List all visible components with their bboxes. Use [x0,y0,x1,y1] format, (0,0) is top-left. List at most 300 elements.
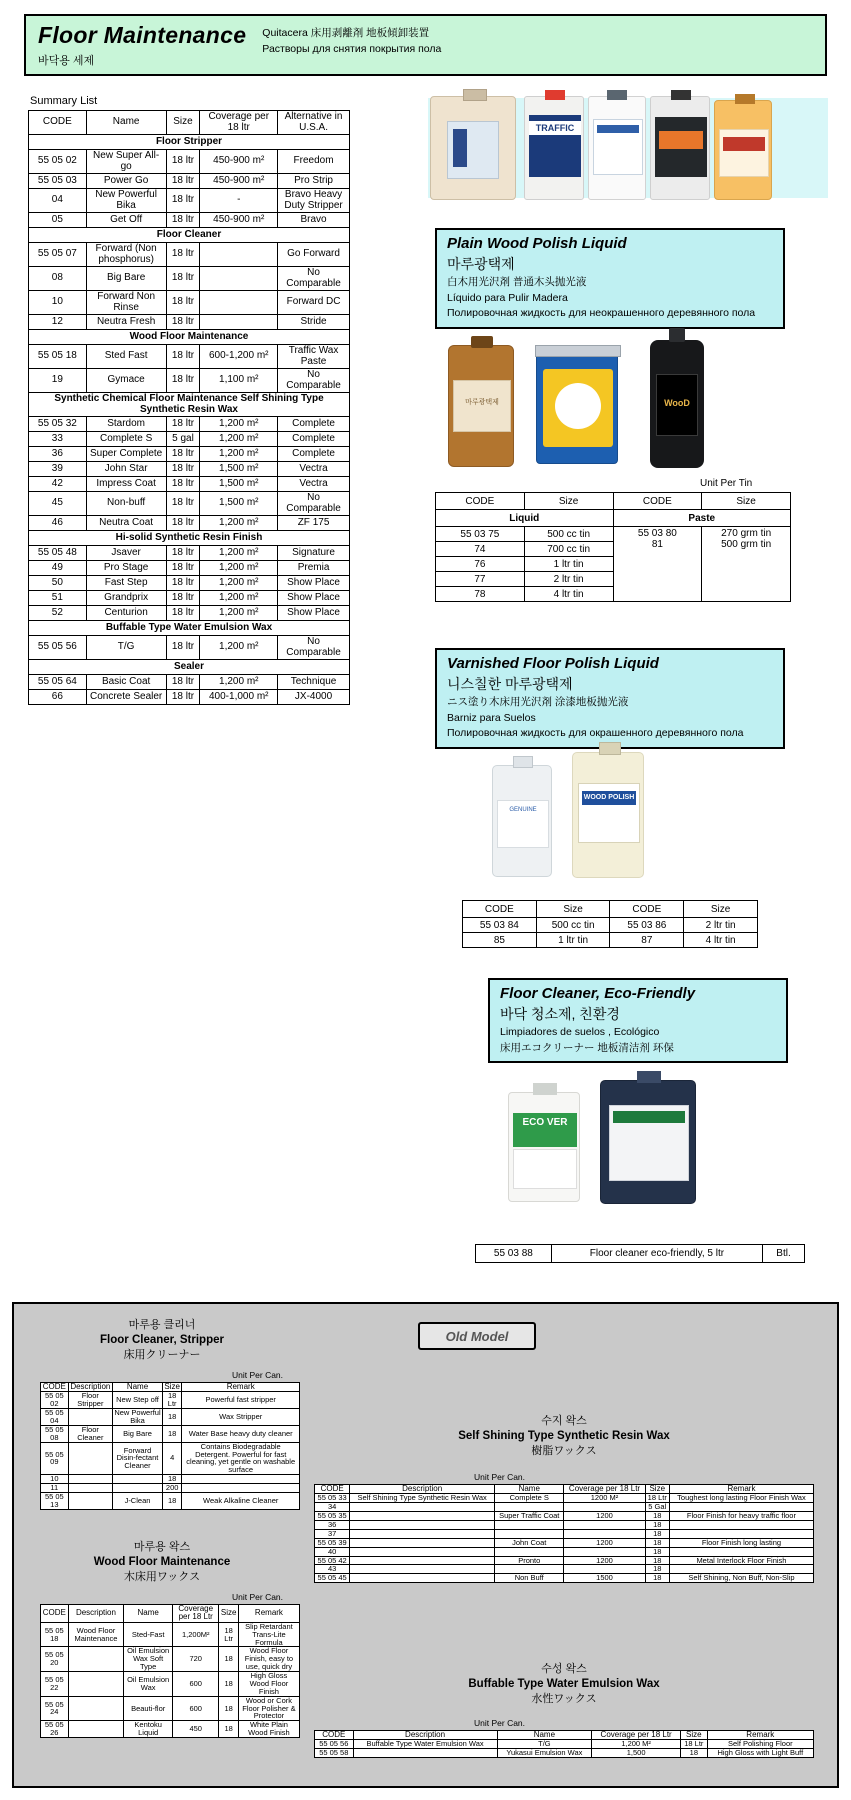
cell-code: 45 [29,492,87,516]
product-photo-wood-polish-black [650,340,704,468]
eco-cleaner-title: Floor Cleaner, Eco-Friendly [500,985,696,1002]
table-row [41,1484,300,1493]
cell-name: Forward Disin-fectant Cleaner [113,1442,163,1475]
cell-name: New Step off [113,1392,163,1409]
old-col-header: Remark [669,1485,813,1494]
cell-remark: Metal Interlock Floor Finish [669,1556,813,1565]
cell-alternative: Complete [278,447,350,462]
old-model-panel [12,1302,839,1788]
summary-col-header: Size [166,111,200,135]
summary-section-header [29,135,350,150]
cell-code: 05 [29,213,87,228]
cell-size: 18 [645,1521,669,1530]
cell-coverage [200,315,278,330]
wood-polish-label-text: WOOD POLISH [582,791,636,805]
cell-size: 18 [162,1475,181,1484]
cell-coverage: 450-900 m² [200,213,278,228]
cell-desc [350,1512,495,1521]
cell-code: 36 [29,447,87,462]
old-col-header: Description [353,1731,497,1740]
cell-coverage: 1,200 m² [200,606,278,621]
cell-name: Fast Step [86,576,166,591]
cell-code: 55 05 35 [315,1512,350,1521]
cell-size: 18 ltr [166,576,200,591]
cell-remark: Self Polishing Floor [707,1740,813,1749]
old-block-3-heading-jp: 樹脂ワックス [531,1445,597,1458]
eco-cleaner-code-table [475,1244,805,1263]
cell-remark: Toughest long lasting Floor Finish Wax [669,1494,813,1503]
cell-code: 55 05 32 [29,417,87,432]
cell-code: 43 [315,1565,350,1574]
old-col-header: Coverage per 18 Ltr [173,1605,219,1623]
cell-size: 18 ltr [166,291,200,315]
cell-name: Pro Stage [86,561,166,576]
cell-coverage: 1,200 m² [200,447,278,462]
old-block-2-unit: Unit Per Can. [232,1592,284,1602]
cell-remark: Slip Retardant Trans-Lite Formula [238,1622,299,1647]
cell-size: 18 [645,1556,669,1565]
old-model-table-resin-wax [314,1484,814,1583]
cell-code: 55 05 02 [41,1392,69,1409]
old-col-header: Size [164,1382,180,1391]
cell-code: 78 [436,587,525,602]
summary-section-header [29,531,350,546]
cell-code: 37 [315,1529,350,1538]
cell-coverage: - [200,189,278,213]
cell-name [113,1475,163,1484]
cell-name: Oil Emulsion Wax Soft Type [124,1647,173,1672]
page-title: Floor Maintenance [38,22,247,48]
cell-cov [564,1521,645,1530]
page-title-korean: 바닥용 세제 [38,55,95,67]
cell-cov: 720 [173,1647,219,1672]
cell-name: Complete S [86,432,166,447]
cell-cov [564,1547,645,1556]
cell-desc: Buffable Type Water Emulsion Wax [353,1740,497,1749]
cell-alternative: Complete [278,432,350,447]
cell-remark [669,1529,813,1538]
table-row [29,606,350,621]
cell-remark: High Gloss with Light Buff [707,1749,813,1758]
table-row [29,591,350,606]
cell-cov: 1,200M² [173,1622,219,1647]
cell-code: 55 05 18 [29,345,87,369]
wood-polish-group-liquid: Liquid [436,510,614,527]
cell-size: 18 ltr [166,606,200,621]
cell-cov: 1500 [564,1574,645,1583]
table-row [29,447,350,462]
summary-section-title: Hi-solid Synthetic Resin Finish [29,531,350,546]
cell-alternative: Premia [278,561,350,576]
summary-col-header: Name [86,111,166,135]
table-row [29,189,350,213]
cell-coverage [200,267,278,291]
old-block-3-heading [314,1414,814,1459]
cell-code: 55 05 33 [315,1494,350,1503]
table-row [29,516,350,531]
cell-name [495,1547,564,1556]
cell-code-paste: 55 03 80 81 [613,527,702,602]
cell-coverage: 450-900 m² [200,150,278,174]
traffic-label-text: TRAFFIC [529,121,581,135]
cell-coverage: 600-1,200 m² [200,345,278,369]
eco-cleaner-cjk: 床用エコクリーナー 地板清洁剂 环保 [500,1041,674,1054]
old-block-1-heading-jp: 床用クリーナー [123,1349,201,1362]
cell-size: 500 cc tin [536,918,610,933]
cell-desc [350,1538,495,1547]
plain-wood-polish-cjk: 白木用光沢剤 普通木头抛光液 [447,276,587,288]
summary-section-header [29,660,350,675]
table-row [29,432,350,447]
table-row [29,291,350,315]
cell-desc [68,1492,112,1509]
cell-desc: Floor Stripper [68,1392,112,1409]
cell-name: T/G [497,1740,592,1749]
cell-alternative: Technique [278,675,350,690]
eco-desc-cell: Floor cleaner eco-friendly, 5 ltr [551,1245,762,1263]
cell-remark: Wood Floor Finish, easy to use, quick dry [238,1647,299,1672]
old-col-header: Remark [238,1605,299,1623]
old-header-row [41,1605,300,1623]
old-col-header: Description [350,1485,495,1494]
cell-alternative: Vectra [278,477,350,492]
cell-code: 55 03 75 [436,527,525,542]
cell-size: 18 ltr [166,315,200,330]
cell-desc [350,1556,495,1565]
old-col-header: CODE [315,1731,354,1740]
cell-name: John Star [86,462,166,477]
cell-desc [68,1442,112,1475]
product-photo-wood-polish-bottle: 마루광택제 [448,345,514,467]
cell-coverage: 1,200 m² [200,576,278,591]
cell-remark [182,1475,300,1484]
cell-coverage: 1,200 m² [200,432,278,447]
summary-col-header: Coverage per 18 ltr [200,111,278,135]
cell-cov [564,1529,645,1538]
cell-alternative: Show Place [278,576,350,591]
wood-polish-header-row [436,493,791,510]
cell-name: Big Bare [86,267,166,291]
cell-code-2: 87 [610,933,684,948]
wood-polish-group-row [436,510,791,527]
cell-coverage: 1,500 m² [200,477,278,492]
cell-code: 55 05 45 [315,1574,350,1583]
cell-name: Centurion [86,606,166,621]
cell-size: 18 ltr [166,690,200,705]
cell-size: 18 [681,1749,708,1758]
varnished-polish-title: Varnished Floor Polish Liquid [447,655,659,672]
cell-name: Neutra Coat [86,516,166,531]
cell-code: 55 05 08 [41,1425,69,1442]
cell-name: Oil Emulsion Wax [124,1672,173,1697]
cell-size: 18 ltr [166,345,200,369]
table-row [29,546,350,561]
old-block-1-heading-ko: 마루용 클리너 [128,1319,196,1331]
cell-code: 42 [29,477,87,492]
cell-code: 36 [315,1521,350,1530]
eco-code-cell: 55 03 88 [476,1245,552,1263]
cell-size: 18 ltr [166,174,200,189]
cell-size: 700 cc tin [524,542,613,557]
cell-coverage: 1,200 m² [200,636,278,660]
varnished-polish-spanish: Barniz para Suelos [447,711,536,724]
header-translation-line2: Растворы для снятия покрытия пола [262,43,442,56]
table-row [315,1556,814,1565]
product-photo-varnished-1 [492,765,552,877]
table-row [29,675,350,690]
wood-polish-col-header: CODE [613,493,702,510]
cell-remark: Powerful fast stripper [182,1392,300,1409]
cell-desc: Wood Floor Maintenance [68,1622,124,1647]
cell-name: John Coat [495,1538,564,1547]
cell-alternative: No Comparable [278,267,350,291]
cell-alternative: Forward DC [278,291,350,315]
cell-cov: 1200 [564,1512,645,1521]
varnished-col-header: Size [536,901,610,918]
cell-desc [350,1503,495,1512]
summary-section-title: Floor Stripper [29,135,350,150]
plain-wood-polish-russian: Полировочная жидкость для неокрашенного деревянного пола [447,307,756,320]
cell-desc [68,1696,124,1721]
cell-code: 55 05 48 [29,546,87,561]
plain-wood-polish-titlebox [435,228,785,329]
summary-section-title: Floor Cleaner [29,228,350,243]
table-row [29,267,350,291]
cell-coverage: 1,100 m² [200,369,278,393]
cell-remark [182,1484,300,1493]
cell-name: Jsaver [86,546,166,561]
old-col-header: Size [219,1605,238,1623]
cell-remark: White Plain Wood Finish [238,1721,299,1738]
cell-code: 74 [436,542,525,557]
cell-desc [350,1547,495,1556]
cell-size-2: 4 ltr tin [684,933,758,948]
cell-name: Sted Fast [86,345,166,369]
cell-desc [68,1484,112,1493]
cell-alternative: Stride [278,315,350,330]
cell-code: 33 [29,432,87,447]
cell-desc [68,1409,112,1426]
old-model-badge: Old Model [418,1322,536,1350]
cell-size: 18 [219,1696,238,1721]
cell-desc [350,1565,495,1574]
cell-remark: Wood or Cork Floor Polisher & Protector [238,1696,299,1721]
table-row [315,1749,814,1758]
cell-code: 49 [29,561,87,576]
cell-size: 18 ltr [166,447,200,462]
cell-size: 18 Ltr [645,1494,669,1503]
product-photo-stripper-1 [430,96,516,200]
cell-name: Get Off [86,213,166,228]
old-col-header: Remark [707,1731,813,1740]
cell-name: J-Clean [113,1492,163,1509]
cell-name: Non Buff [495,1574,564,1583]
cell-size: 18 [219,1647,238,1672]
table-row [29,477,350,492]
cell-code: 10 [41,1475,69,1484]
wood-polish-group-paste: Paste [613,510,791,527]
cell-name: Basic Coat [86,675,166,690]
summary-list-table [28,110,350,705]
cell-name: Concrete Sealer [86,690,166,705]
cell-name: Super Traffic Coat [495,1512,564,1521]
table-row [41,1622,300,1647]
cell-name [495,1521,564,1530]
cell-alternative: Vectra [278,462,350,477]
cell-cov: 1,500 [592,1749,681,1758]
table-row [29,369,350,393]
cell-size: 18 [645,1547,669,1556]
cell-code: 55 03 84 [463,918,537,933]
cell-alternative: Complete [278,417,350,432]
wood-label-text: WooD [664,398,690,408]
summary-section-header [29,621,350,636]
cell-alternative: Bravo Heavy Duty Stripper [278,189,350,213]
cell-code: 55 05 03 [29,174,87,189]
cell-code: 55 05 26 [41,1721,69,1738]
cell-code: 19 [29,369,87,393]
page-header-banner [24,14,827,76]
cell-cov: 1200 [564,1556,645,1565]
cell-name: New Powerful Bika [86,189,166,213]
eco-cleaner-korean: 바닥 청소제, 친환경 [500,1006,620,1022]
cell-size: 1 ltr tin [524,557,613,572]
product-photo-ecover [508,1092,580,1202]
varnished-col-header: CODE [610,901,684,918]
cell-code: 39 [29,462,87,477]
header-translation-line1: Quitacera 床用剥離剤 地板傾卸装置 [262,27,430,39]
cell-size: 18 [645,1574,669,1583]
cell-coverage: 1,200 m² [200,417,278,432]
old-col-header: Name [124,1605,173,1623]
cell-code: 55 05 07 [29,243,87,267]
cell-name: Neutra Fresh [86,315,166,330]
cell-name: Stardom [86,417,166,432]
product-photo-eco-jerrycan [600,1080,696,1204]
cell-code: 11 [41,1484,69,1493]
cell-code: 55 05 56 [29,636,87,660]
old-block-4-heading [314,1662,814,1707]
cell-size: 18 ltr [166,243,200,267]
cell-name: New Powerful Bika [114,1408,161,1426]
summary-list-label: Summary List [30,95,98,107]
old-block-4-heading-en: Buffable Type Water Emulsion Wax [468,1677,660,1690]
cell-remark [669,1547,813,1556]
cell-size: 18 [645,1512,669,1521]
cell-remark [669,1521,813,1530]
cell-name: Pronto [495,1556,564,1565]
table-row [41,1442,300,1475]
table-row [29,213,350,228]
cell-name: Complete S [495,1494,564,1503]
cell-name: Super Complete [86,447,166,462]
cell-name: Sted-Fast [124,1622,173,1647]
table-row [315,1547,814,1556]
cell-code: 77 [436,572,525,587]
old-col-header: Coverage per 18 Ltr [592,1731,681,1740]
varnished-polish-code-table [462,900,758,948]
cell-code: 52 [29,606,87,621]
cell-cov: 450 [173,1721,219,1738]
cell-alternative: Bravo [278,213,350,228]
cell-cov: 600 [173,1696,219,1721]
cell-code: 55 05 20 [41,1647,69,1672]
cell-cov: 1,200 M² [592,1740,681,1749]
cell-size: 5 gal [166,432,200,447]
varnished-polish-korean: 니스칠한 마루광택제 [447,676,573,692]
cell-code: 85 [463,933,537,948]
table-row [29,417,350,432]
cell-size: 18 [645,1529,669,1538]
old-col-header: Size [645,1485,669,1494]
cell-code: 55 05 56 [315,1740,354,1749]
cell-size: 500 cc tin [524,527,613,542]
old-col-header: Name [497,1731,592,1740]
cell-size: 18 ltr [166,675,200,690]
table-row [29,561,350,576]
cell-remark: Self Shining, Non Buff, Non-Slip [669,1574,813,1583]
summary-section-header [29,228,350,243]
cell-code: 55 05 04 [41,1409,69,1426]
plain-wood-polish-korean: 마루광택제 [447,256,515,272]
cell-alternative: Freedom [278,150,350,174]
table-row [29,174,350,189]
table-row [315,1574,814,1583]
cell-code: 10 [29,291,87,315]
table-row [41,1492,300,1509]
summary-header-row [29,111,350,135]
table-row [29,576,350,591]
cell-remark: Floor Finish for heavy traffic floor [669,1512,813,1521]
cell-code: 55 05 24 [41,1696,69,1721]
old-block-4-heading-ko: 수성 왁스 [541,1663,587,1675]
varnished-col-header: CODE [463,901,537,918]
cell-size: 5 Gal [645,1503,669,1512]
cell-name: Power Go [86,174,166,189]
cell-code: 34 [315,1503,350,1512]
cell-name: Beauti-flor [124,1696,173,1721]
old-col-header: CODE [41,1383,69,1392]
cell-size: 18 ltr [166,546,200,561]
table-row [315,1521,814,1530]
wood-polish-code-table [435,492,791,602]
cell-coverage: 1,500 m² [200,462,278,477]
cell-coverage: 400-1,000 m² [200,690,278,705]
cell-size: 18 ltr [166,561,200,576]
cell-desc: Self Shining Type Synthetic Resin Wax [350,1494,495,1503]
genuine-label-text: GENUINE [497,800,549,848]
product-photo-stripper-3 [588,96,646,200]
header-translations [246,16,441,58]
header-left [26,16,246,68]
cell-remark: High Gloss Wood Floor Finish [238,1672,299,1697]
table-row [315,1538,814,1547]
cell-cov: 1200 [564,1538,645,1547]
cell-code: 55 05 58 [315,1749,354,1758]
eco-cleaner-spanish: Limpiadores de suelos , Ecológico [500,1026,660,1038]
table-row [436,527,791,542]
old-block-3-heading-ko: 수지 왁스 [541,1415,587,1427]
cell-desc: Floor Cleaner [68,1425,112,1442]
cell-size: 200 [162,1484,181,1493]
ecover-label-text: ECO VER [513,1113,577,1147]
cell-size: 18 ltr [166,150,200,174]
cell-name [495,1529,564,1538]
cell-size: 18 Ltr [219,1622,238,1647]
cell-name: Non-buff [86,492,166,516]
cell-size: 18 [162,1492,181,1509]
cell-coverage: 1,200 m² [200,546,278,561]
